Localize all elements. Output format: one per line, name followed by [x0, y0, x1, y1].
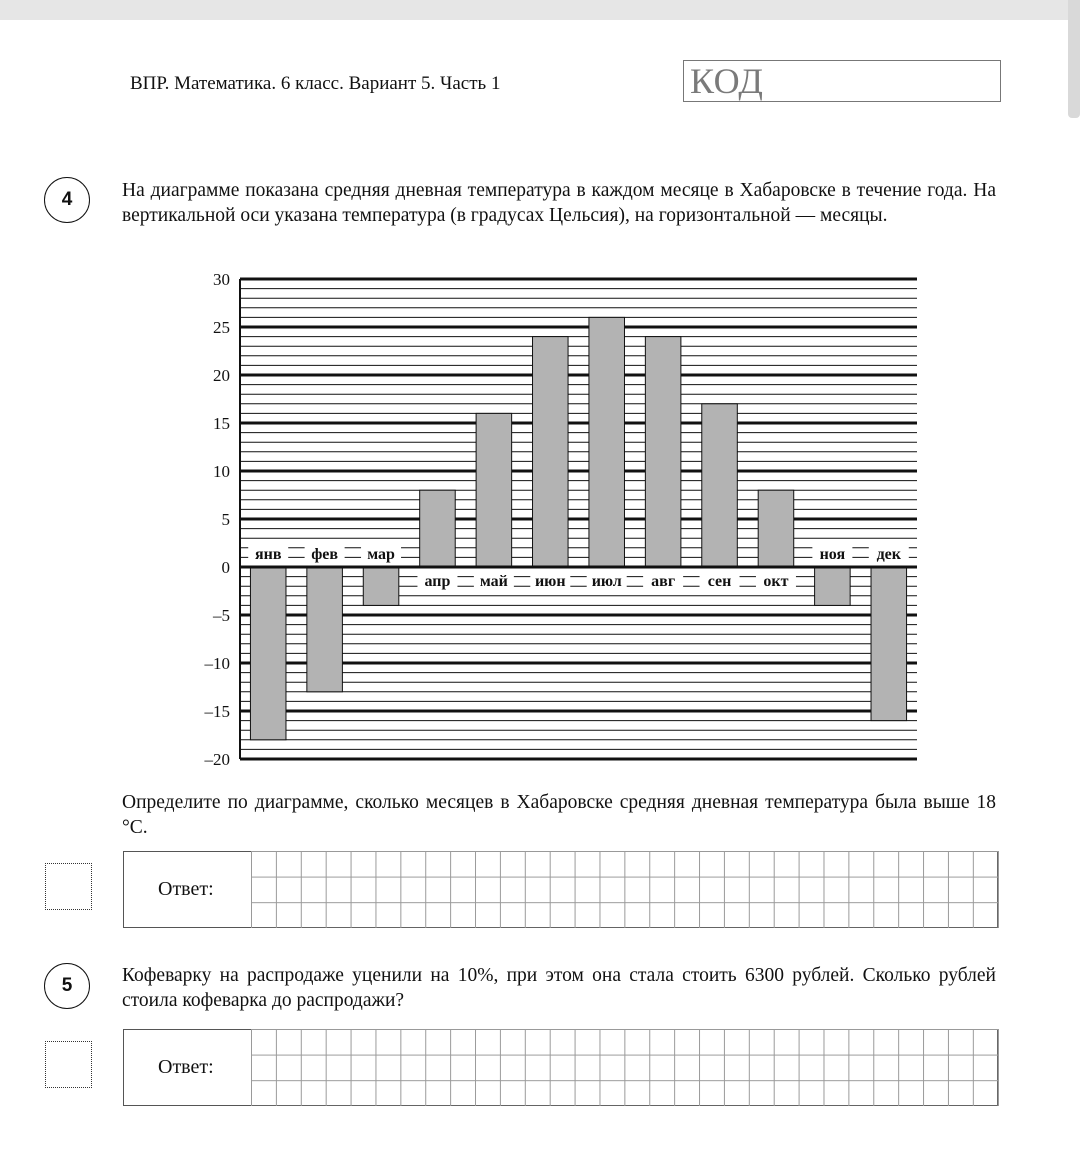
bar-12	[871, 567, 907, 721]
category-label: июн	[534, 573, 566, 590]
category-label: янв	[254, 546, 282, 563]
task-4-number: 4	[44, 177, 90, 223]
bar-8	[645, 337, 681, 567]
task-5-number: 5	[44, 963, 90, 1009]
page-header: ВПР. Математика. 6 класс. Вариант 5. Часть 1	[130, 73, 501, 94]
category-label: апр	[424, 573, 451, 590]
bar-10	[758, 490, 794, 567]
bar-11	[815, 567, 851, 605]
task-4-text: На диаграмме показана средняя дневная температура в каждом месяце в Хабаровске в течение года. На вертикальной оси указана температура (в градусах Цельсия), на горизонтальной — месяцы.	[122, 180, 996, 226]
task-5-score-box	[45, 1041, 92, 1088]
bar-4	[420, 490, 456, 567]
temperature-chart	[195, 265, 935, 775]
y-tick-label: 5	[221, 510, 230, 529]
category-label: окт	[763, 573, 789, 590]
bar-7	[589, 317, 625, 567]
category-label: ноя	[819, 546, 846, 563]
category-label: мар	[367, 546, 395, 563]
task-5-text: Кофеварку на распродаже уценили на 10%, при этом она стала стоить 6300 рублей. Сколько рублей стоила кофеварка до распродажи?	[122, 965, 996, 1011]
y-tick-label: 25	[213, 318, 230, 337]
top-bar	[0, 0, 1080, 20]
y-tick-label: 15	[213, 414, 230, 433]
code-label: КОД	[690, 61, 764, 101]
y-tick-label: 10	[213, 462, 230, 481]
y-tick-label: –10	[204, 654, 230, 673]
task-4-score-box	[45, 863, 92, 910]
y-tick-label: 30	[213, 270, 230, 289]
task-4-question: Определите по диаграмме, сколько месяцев в Хабаровске средняя дневная температура была выше 18 °C.	[122, 792, 996, 838]
y-tick-label: –20	[204, 750, 230, 769]
bar-3	[363, 567, 399, 605]
category-label: сен	[707, 573, 732, 590]
category-label: май	[479, 573, 508, 590]
bar-1	[250, 567, 286, 740]
category-label: авг	[651, 573, 676, 590]
bar-9	[702, 404, 738, 567]
category-label: июл	[591, 573, 622, 590]
scrollbar-thumb[interactable]	[1068, 0, 1080, 118]
y-tick-label: 20	[213, 366, 230, 385]
bar-6	[533, 337, 569, 567]
task-5-answer-label: Ответ:	[158, 1056, 214, 1078]
category-label: дек	[876, 546, 902, 563]
code-box[interactable]	[683, 60, 1001, 102]
task-4-answer-label: Ответ:	[158, 878, 214, 900]
y-tick-label: –15	[204, 702, 230, 721]
y-tick-label: –5	[213, 606, 230, 625]
y-tick-label: 0	[221, 558, 230, 577]
task-5-answer-box	[123, 1029, 998, 1106]
bar-2	[307, 567, 343, 692]
bar-5	[476, 413, 512, 567]
category-label: фев	[311, 546, 339, 563]
task-5-answer-grid[interactable]	[251, 1029, 999, 1106]
task-4-answer-box	[123, 851, 998, 928]
task-4-answer-grid[interactable]	[251, 851, 999, 928]
